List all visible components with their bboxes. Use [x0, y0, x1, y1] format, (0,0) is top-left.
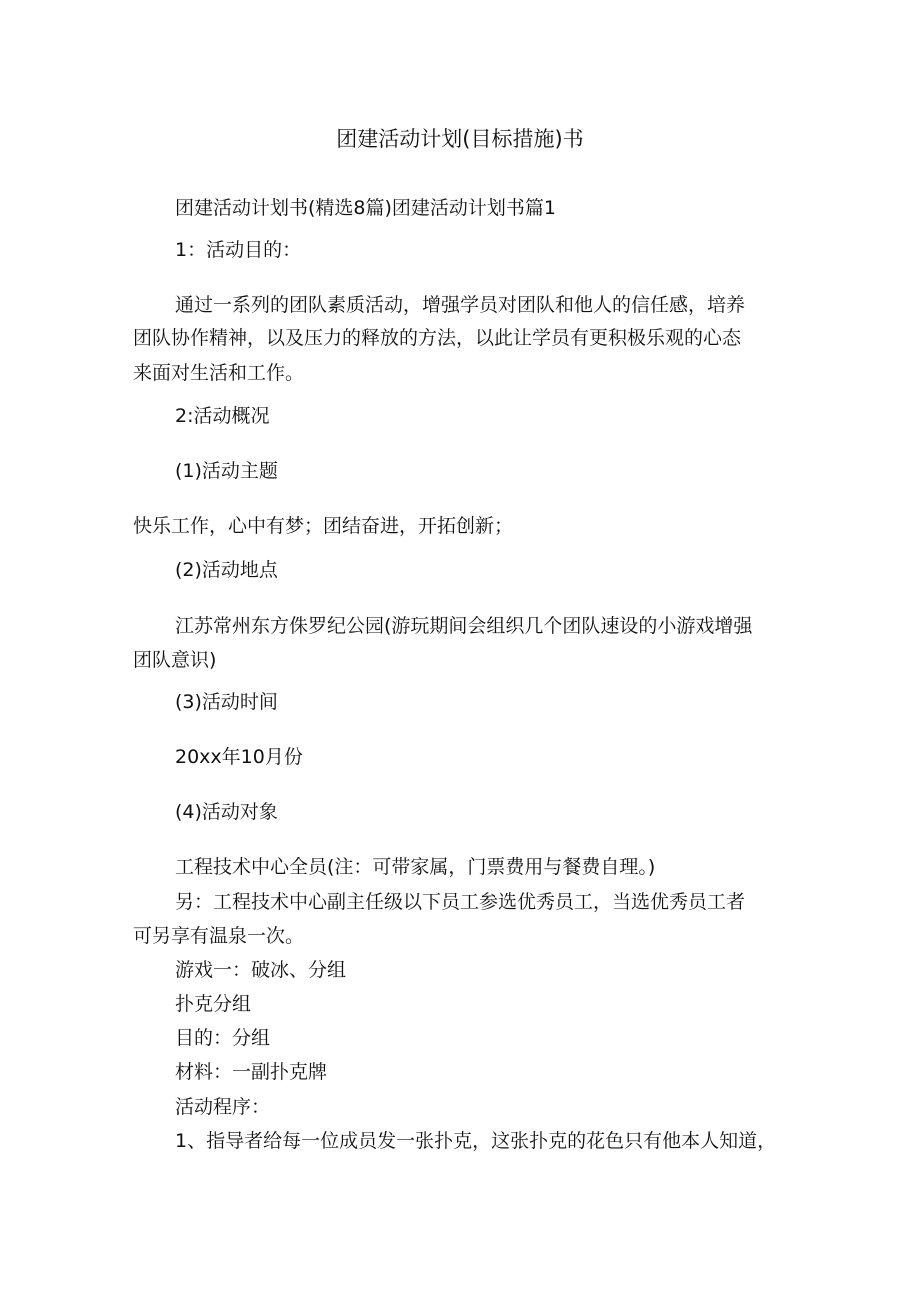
section-heading-overview: 2:活动概况 — [175, 405, 270, 427]
paragraph-line: 目的：分组 — [175, 1027, 271, 1049]
paragraph-line: 材料：一副扑克牌 — [175, 1061, 328, 1083]
paragraph-line: 游戏一：破冰、分组 — [175, 959, 347, 981]
paragraph-line: 快乐工作，心中有梦；团结奋进，开拓创新； — [133, 515, 514, 537]
paragraph-line: 团队意识) — [133, 649, 217, 671]
paragraph-line: 另：工程技术中心副主任级以下员工参选优秀员工，当选优秀员工者 — [175, 891, 746, 913]
paragraph-line: 来面对生活和工作。 — [133, 362, 305, 384]
subheading-location: (2)活动地点 — [175, 559, 278, 581]
paragraph-line: 江苏常州东方侏罗纪公园(游玩期间会组织几个团队速设的小游戏增强 — [175, 615, 753, 637]
paragraph-line: 活动程序： — [175, 1096, 271, 1118]
document-title: 团建活动计划(目标措施)书 — [336, 127, 584, 151]
paragraph-line: 1、指导者给每一位成员发一张扑克，这张扑克的花色只有他本人知道， — [175, 1130, 777, 1152]
paragraph-line: 20xx年10月份 — [175, 746, 303, 768]
subheading-audience: (4)活动对象 — [175, 801, 278, 823]
subtitle-line: 团建活动计划书(精选8篇)团建活动计划书篇1 — [175, 197, 557, 219]
subheading-theme: (1)活动主题 — [175, 460, 278, 482]
paragraph-line: 扑克分组 — [175, 993, 252, 1015]
paragraph-line: 可另享有温泉一次。 — [133, 925, 305, 947]
paragraph-line: 团队协作精神，以及压力的释放的方法，以此让学员有更积极乐观的心态 — [133, 327, 742, 349]
paragraph-line: 工程技术中心全员(注：可带家属，门票费用与餐费自理。) — [175, 856, 656, 878]
subheading-time: (3)活动时间 — [175, 691, 278, 713]
paragraph-line: 通过一系列的团队素质活动，增强学员对团队和他人的信任感，培养 — [175, 294, 746, 316]
section-heading-purpose: 1：活动目的： — [175, 239, 302, 261]
